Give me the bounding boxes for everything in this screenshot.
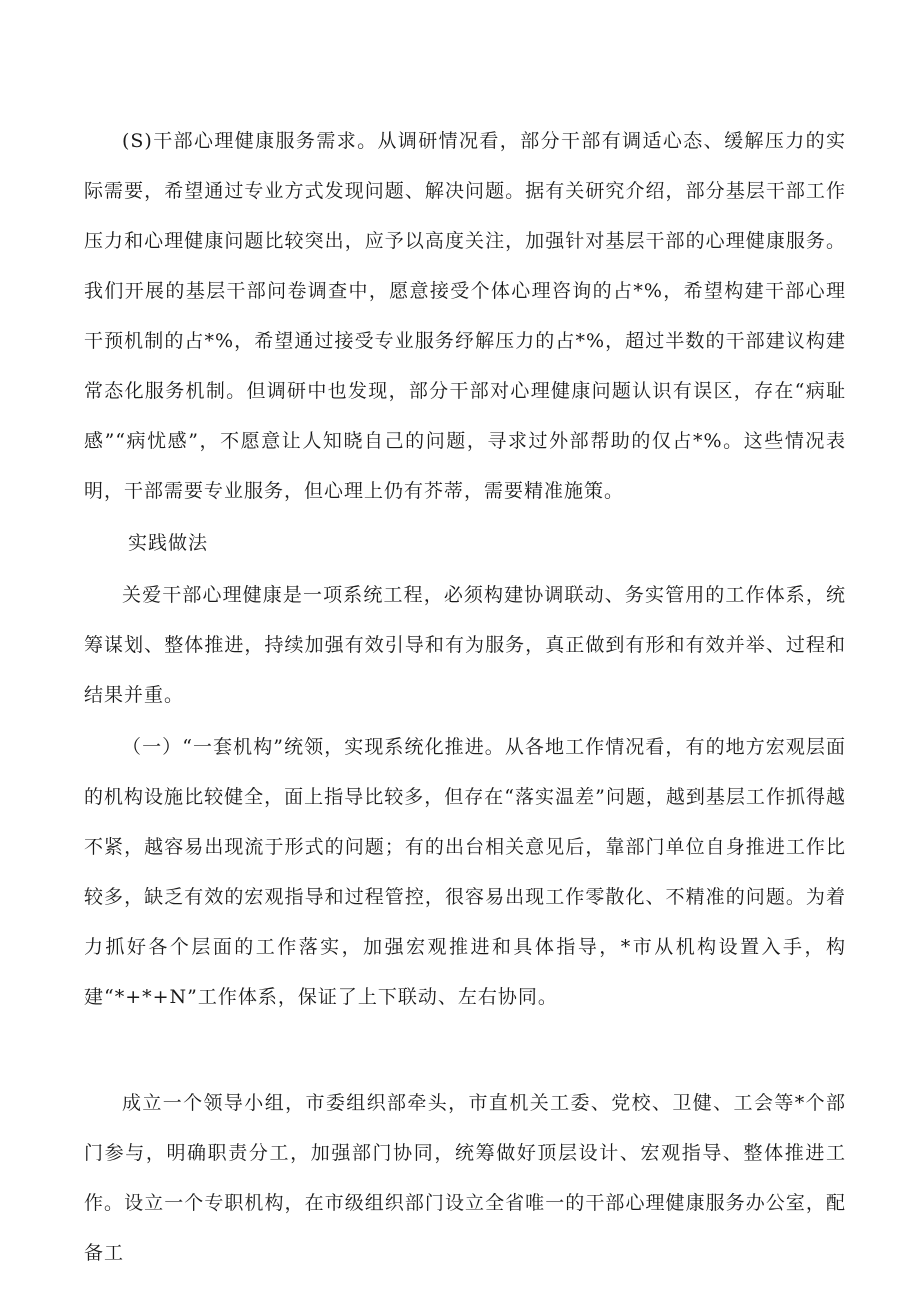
paragraph-system-engineering: 关爱干部心理健康是一项系统工程，必须构建协调联动、务实管用的工作体系，统筹谋划、整体推进，持续加强有效引导和有为服务，真正做到有形和有效并举、过程和结果并重。 bbox=[84, 584, 846, 706]
paragraph-cadre-mental-health-needs: (S)干部心理健康服务需求。从调研情况看，部分干部有调适心态、缓解压力的实际需要，希望通过专业方式发现问题、解决问题。据有关研究介绍，部分基层干部工作压力和心理健康问题比较突出，应予以高度关注，加强针对基层干部的心理健康服务。我们开展的基层干部问卷调查中，愿意接受个体心理咨询的占*%，希望构建干部心理干预机制的占*%，希望通过接受专业服务纾解压力的占*%，超过半数的干部建议构建常态化服务机制。但调研中也发现，部分干部对心理健康问题认识有误区，存在“病耻感”“病忧感”，不愿意让人知晓自己的问题，寻求过外部帮助的仅占*%。这些情况表明，干部需要专业服务，但心理上仍有芥蒂，需要精准施策。 bbox=[84, 130, 846, 502]
section-heading-practice: 实践做法 bbox=[128, 532, 209, 554]
paragraph-one-set-of-institutions: （一）“一套机构”统领，实现系统化推进。从各地工作情况看，有的地方宏观层面的机构设施比较健全，面上指导比较多，但存在“落实温差”问题，越到基层工作抓得越不紧，越容易出现流于形式的问题；有的出台相关意见后，靠部门单位自身推进工作比较多，缺乏有效的宏观指导和过程管控，很容易出现工作零散化、不精准的问题。为着力抓好各个层面的工作落实，加强宏观推进和具体指导，*市从机构设置入手，构建“*+*+N”工作体系，保证了上下联动、左右协同。 bbox=[84, 736, 846, 1008]
paragraph-leading-group: 成立一个领导小组，市委组织部牵头，市直机关工委、党校、卫健、工会等*个部门参与，明确职责分工，加强部门协同，统筹做好顶层设计、宏观指导、整体推进工作。设立一个专职机构，在市级组织部门设立全省唯一的干部心理健康服务办公室，配备工 bbox=[84, 1092, 846, 1264]
